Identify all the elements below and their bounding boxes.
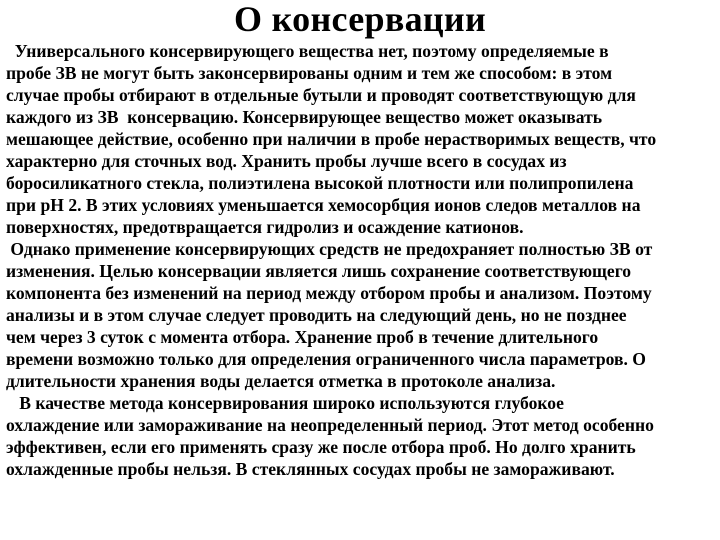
text-line: Универсального консервирующего вещества нет, поэтому определяемые в <box>6 41 609 61</box>
text-line: компонента без изменений на период между отбором пробы и анализом. Поэтому <box>6 283 652 303</box>
text-line: эффективен, если его применять сразу же после отбора проб. Но долго хранить <box>6 437 636 457</box>
text-line: охлаждение или замораживание на неопределенный период. Этот метод особенно <box>6 415 654 435</box>
text-line: изменения. Целью консервации является лишь сохранение соответствующего <box>6 261 632 281</box>
text-line: при pH 2. В этих условиях уменьшается хемосорбция ионов следов металлов на <box>6 195 641 215</box>
text-line: случае пробы отбирают в отдельные бутыли и проводят соответствующую для <box>6 85 636 105</box>
text-line: пробе ЗВ не могут быть законсервированы одним и тем же способом: в этом <box>6 63 613 83</box>
text-line: боросиликатного стекла, полиэтилена высокой плотности или полипропилена <box>6 173 634 193</box>
text-line: В качестве метода консервирования широко используются глубокое <box>6 393 564 413</box>
text-line: каждого из ЗВ консервацию. Консервирующее вещество может оказывать <box>6 107 603 127</box>
text-line: Однако применение консервирующих средств не предохраняет полностью ЗВ от <box>6 239 653 259</box>
slide-body-text <box>6 40 712 480</box>
text-line: охлажденные пробы нельзя. В стеклянных сосудах пробы не замораживают. <box>6 459 615 479</box>
text-line: мешающее действие, особенно при наличии в пробе нерастворимых веществ, что <box>6 129 657 149</box>
slide-title: О консервации <box>234 0 486 39</box>
text-line: времени возможно только для определения ограниченного числа параметров. О <box>6 349 646 369</box>
text-line: поверхностях, предотвращается гидролиз и осаждение катионов. <box>6 217 524 237</box>
text-line: длительности хранения воды делается отметка в протоколе анализа. <box>6 371 556 391</box>
text-line: анализы и в этом случае следует проводить на следующий день, но не позднее <box>6 305 627 325</box>
text-line: чем через 3 суток с момента отбора. Хранение проб в течение длительного <box>6 327 599 347</box>
text-line: характерно для сточных вод. Хранить пробы лучше всего в сосудах из <box>6 151 567 171</box>
